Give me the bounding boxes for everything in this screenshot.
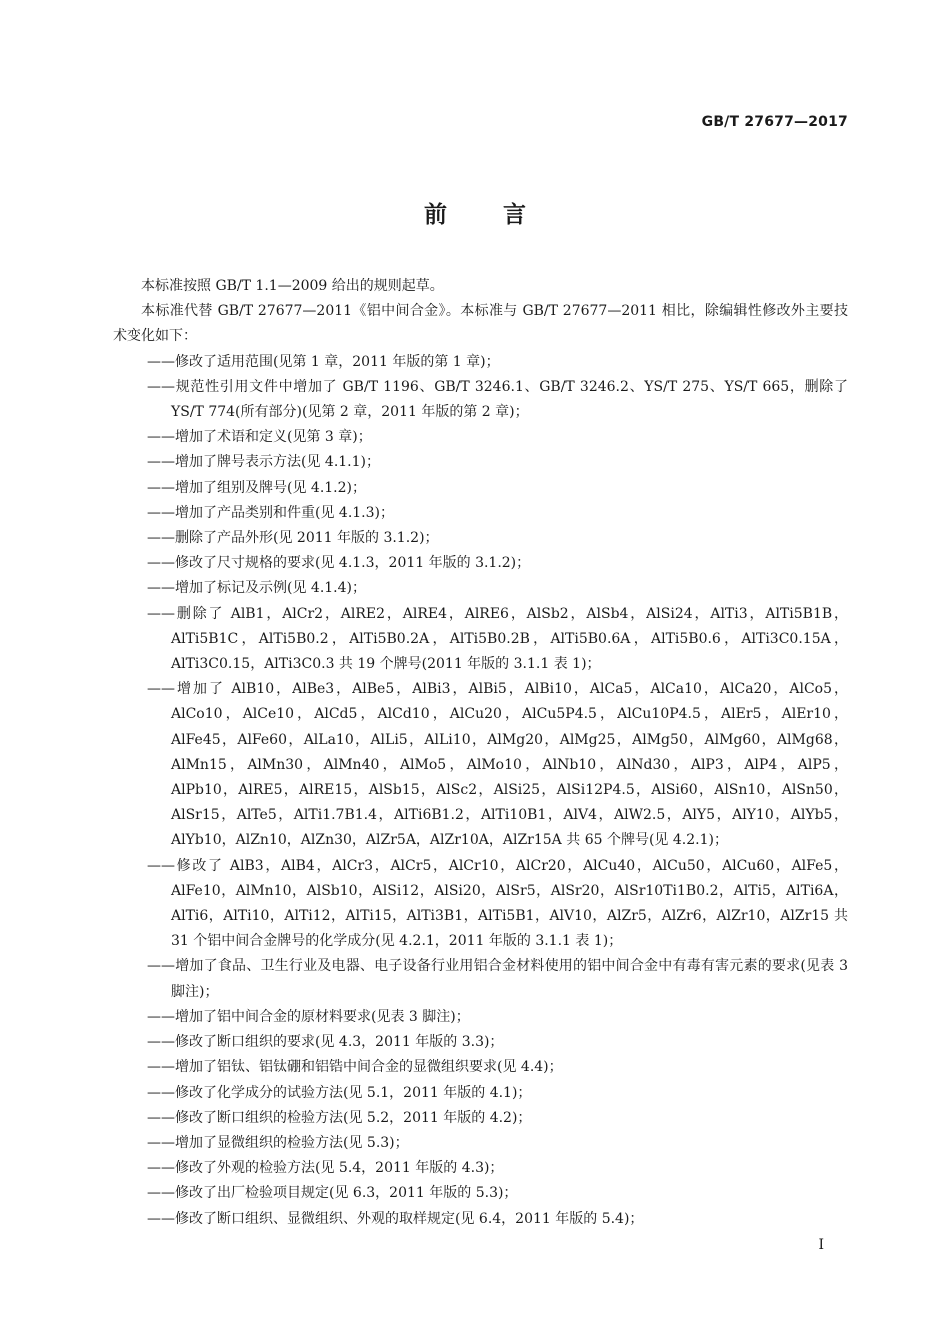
change-item: ——修改了 AlB3，AlB4，AlCr3，AlCr5，AlCr10，AlCr20，AlCu40，AlCu50，AlCu60，AlFe5，AlFe10，AlMn10，AlSb10，AlSi12，AlSi20，AlSr5，AlSr20，AlSr10Ti1B0.2，AlTi5，AlTi6A，AlTi6，AlTi10，AlTi12，AlTi15，AlTi3B1，AlTi5B1，AlV10，AlZr5，AlZr6，AlZr10，AlZr15 共 31 个铝中间合金牌号的化学成分(见 4.2.1，2011 年版的 3.1.1 表 1)； xyxy=(147,857,848,950)
change-item: ——修改了断口组织的检验方法(见 5.2，2011 年版的 4.2)； xyxy=(147,1109,532,1126)
change-item: ——规范性引用文件中增加了 GB/T 1196、GB/T 3246.1、GB/T 3246.2、YS/T 275、YS/T 665，删除了 YS/T 774(所有部分)(见第 2 章，2011 年版的第 2 章)； xyxy=(147,378,848,421)
change-item: ——修改了断口组织的要求(见 4.3，2011 年版的 3.3)； xyxy=(147,1034,504,1051)
change-item: ——增加了标记及示例(见 4.1.4)； xyxy=(147,580,366,597)
change-item: ——修改了尺寸规格的要求(见 4.1.3，2011 年版的 3.1.2)； xyxy=(147,555,531,572)
change-item: ——增加了铝钛、铝钛硼和铝锆中间合金的显微组织要求(见 4.4)； xyxy=(147,1059,563,1076)
change-item: ——修改了化学成分的试验方法(见 5.1，2011 年版的 4.1)； xyxy=(147,1084,532,1101)
foreword-body xyxy=(113,274,848,1232)
change-item: ——增加了铝中间合金的原材料要求(见表 3 脚注)； xyxy=(147,1008,470,1025)
change-item: ——修改了断口组织、显微组织、外观的取样规定(见 6.4，2011 年版的 5.4)； xyxy=(147,1210,644,1227)
page-title: 前言 xyxy=(424,202,582,228)
change-item: ——删除了产品外形(见 2011 年版的 3.1.2)； xyxy=(147,530,439,547)
change-item: ——增加了牌号表示方法(见 4.1.1)； xyxy=(147,454,380,471)
change-item: ——增加了显微组织的检验方法(见 5.3)； xyxy=(147,1134,409,1151)
change-item: ——增加了产品类别和件重(见 4.1.3)； xyxy=(147,504,394,521)
change-item: ——修改了适用范围(见第 1 章，2011 年版的第 1 章)； xyxy=(147,353,500,370)
paragraph: 本标准按照 GB/T 1.1—2009 给出的规则起草。 xyxy=(141,278,444,294)
page-number: I xyxy=(818,1237,824,1253)
change-item: ——增加了食品、卫生行业及电器、电子设备行业用铝合金材料使用的铝中间合金中有毒有害元素的要求(见表 3 脚注)； xyxy=(147,958,848,1000)
change-item: ——修改了外观的检验方法(见 5.4，2011 年版的 4.3)； xyxy=(147,1160,504,1177)
change-item: ——增加了术语和定义(见第 3 章)； xyxy=(147,429,372,446)
change-item: ——修改了出厂检验项目规定(见 6.3，2011 年版的 5.3)； xyxy=(147,1185,518,1202)
paragraph: 本标准代替 GB/T 27677—2011《铝中间合金》。本标准与 GB/T 27677—2011 相比，除编辑性修改外主要技术变化如下： xyxy=(113,303,848,345)
change-item: ——增加了组别及牌号(见 4.1.2)； xyxy=(147,479,366,496)
change-item: ——增加了 AlB10，AlBe3，AlBe5，AlBi3，AlBi5，AlBi10，AlCa5，AlCa10，AlCa20，AlCo5，AlCo10，AlCe10，AlCd5，AlCd10，AlCu20，AlCu5P4.5，AlCu10P4.5，AlEr5，AlEr10，AlFe45，AlFe60，AlLa10，AlLi5，AlLi10，AlMg20，AlMg25，AlMg50，AlMg60，AlMg68，AlMn15，AlMn30，AlMn40，AlMo5，AlMo10，AlNb10，AlNd30，AlP3，AlP4，AlP5，AlPb10，AlRE5，AlRE15，AlSb15，AlSc2，AlSi25，AlSi12P4.5，AlSi60，AlSn10，AlSn50，AlSr15，AlTe5，AlTi1.7B1.4，AlTi6B1.2，AlTi10B1，AlV4，AlW2.5，AlY5，AlY10，AlYb5，AlYb10，AlZn10，AlZn30，AlZr5A，AlZr10A，AlZr15A 共 65 个牌号(见 4.2.1)； xyxy=(147,681,848,849)
change-item: ——删除了 AlB1，AlCr2，AlRE2，AlRE4，AlRE6，AlSb2，AlSb4，AlSi24，AlTi3，AlTi5B1B，AlTi5B1C，AlTi5B0.2，AlTi5B0.2A，AlTi5B0.2B，AlTi5B0.6A，AlTi5B0.6，AlTi3C0.15A，AlTi3C0.15，AlTi3C0.3 共 19 个牌号(2011 年版的 3.1.1 表 1)； xyxy=(147,605,848,673)
standard-code: GB/T 27677—2017 xyxy=(701,114,848,130)
